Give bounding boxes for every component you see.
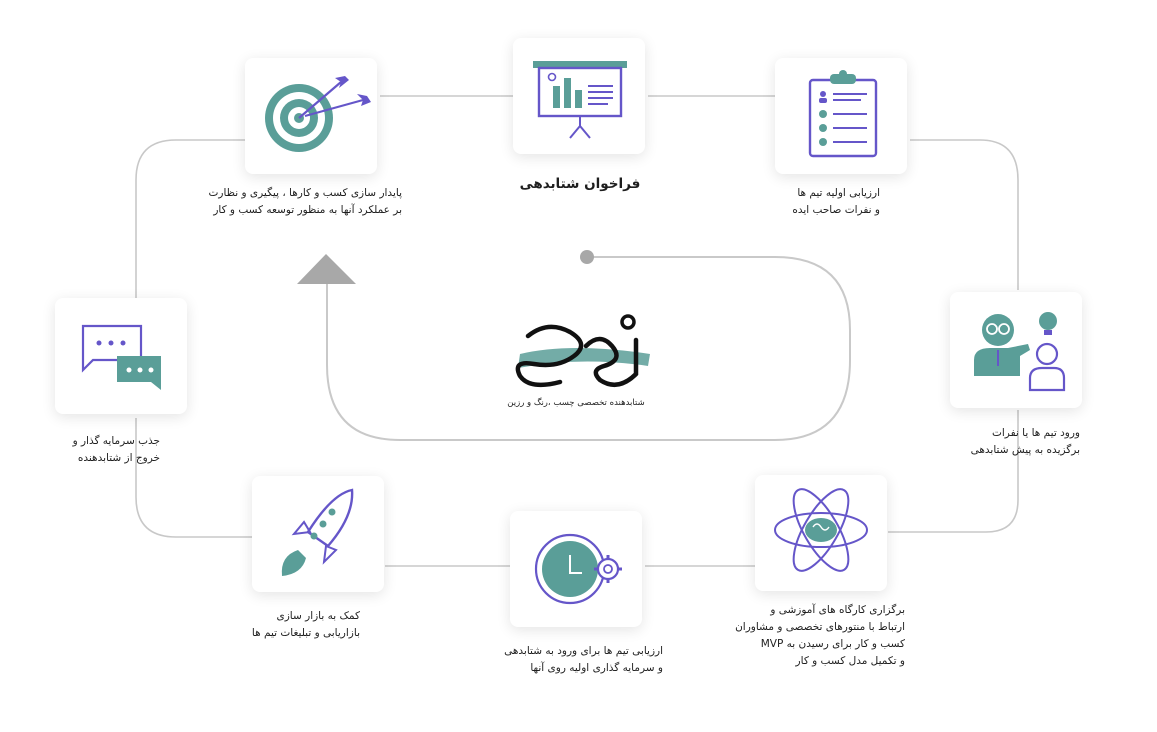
inner-loop-arrowhead — [297, 254, 356, 284]
step-card-investor — [55, 298, 187, 414]
chat-bubbles-icon — [55, 298, 187, 414]
mentor-idea-icon — [950, 292, 1082, 408]
step-label-investor: جذب سرمایه گذار و خروج از شتابدهنده — [72, 435, 160, 464]
inner-loop-start-dot — [580, 250, 594, 264]
accelerator-logo — [500, 312, 660, 392]
step-label-marketing: کمک به بازار سازی بازاریابی و تبلیغات تیم ها — [251, 610, 360, 639]
step-card-sustain — [245, 58, 377, 174]
step-card-entry — [950, 292, 1082, 408]
step-label-evaluate: ارزیابی اولیه تیم ها و نفرات صاحب ایده — [792, 187, 880, 216]
clock-gear-icon — [510, 511, 642, 627]
step-label-workshops: برگزاری کارگاه های آموزشی و ارتباط با منتورهای تخصصی و مشاوران کسب و کار برای رسیدن به MVP و تکمیل مدل کسب و کار — [735, 604, 905, 667]
step-label-sustain: پایدار سازی کسب و کارها ، پیگیری و نظارت بر عملکرد آنها به منظور توسعه کسب و کار — [208, 187, 402, 216]
clipboard-checklist-icon — [775, 58, 907, 174]
step-card-marketing — [252, 476, 384, 592]
step-card-evaluate — [775, 58, 907, 174]
step-label-investment: ارزیابی تیم ها برای ورود به شتابدهی و سرمایه گذاری اولیه روی آنها — [504, 645, 663, 674]
presentation-board-icon — [513, 38, 645, 154]
step-card-investment — [510, 511, 642, 627]
step-card-workshops — [755, 475, 887, 591]
step-label-call: فراخوان شتابدهی — [519, 176, 641, 192]
step-card-call — [513, 38, 645, 154]
rocket-icon — [252, 476, 384, 592]
step-label-entry: ورود تیم ها یا نفرات برگزیده به پیش شتابدهی — [970, 427, 1080, 456]
atom-brain-icon — [755, 475, 887, 591]
logo-tagline: شتابدهنده تخصصی چسب ،رنگ و رزین — [507, 398, 645, 408]
target-arrows-icon — [245, 58, 377, 174]
